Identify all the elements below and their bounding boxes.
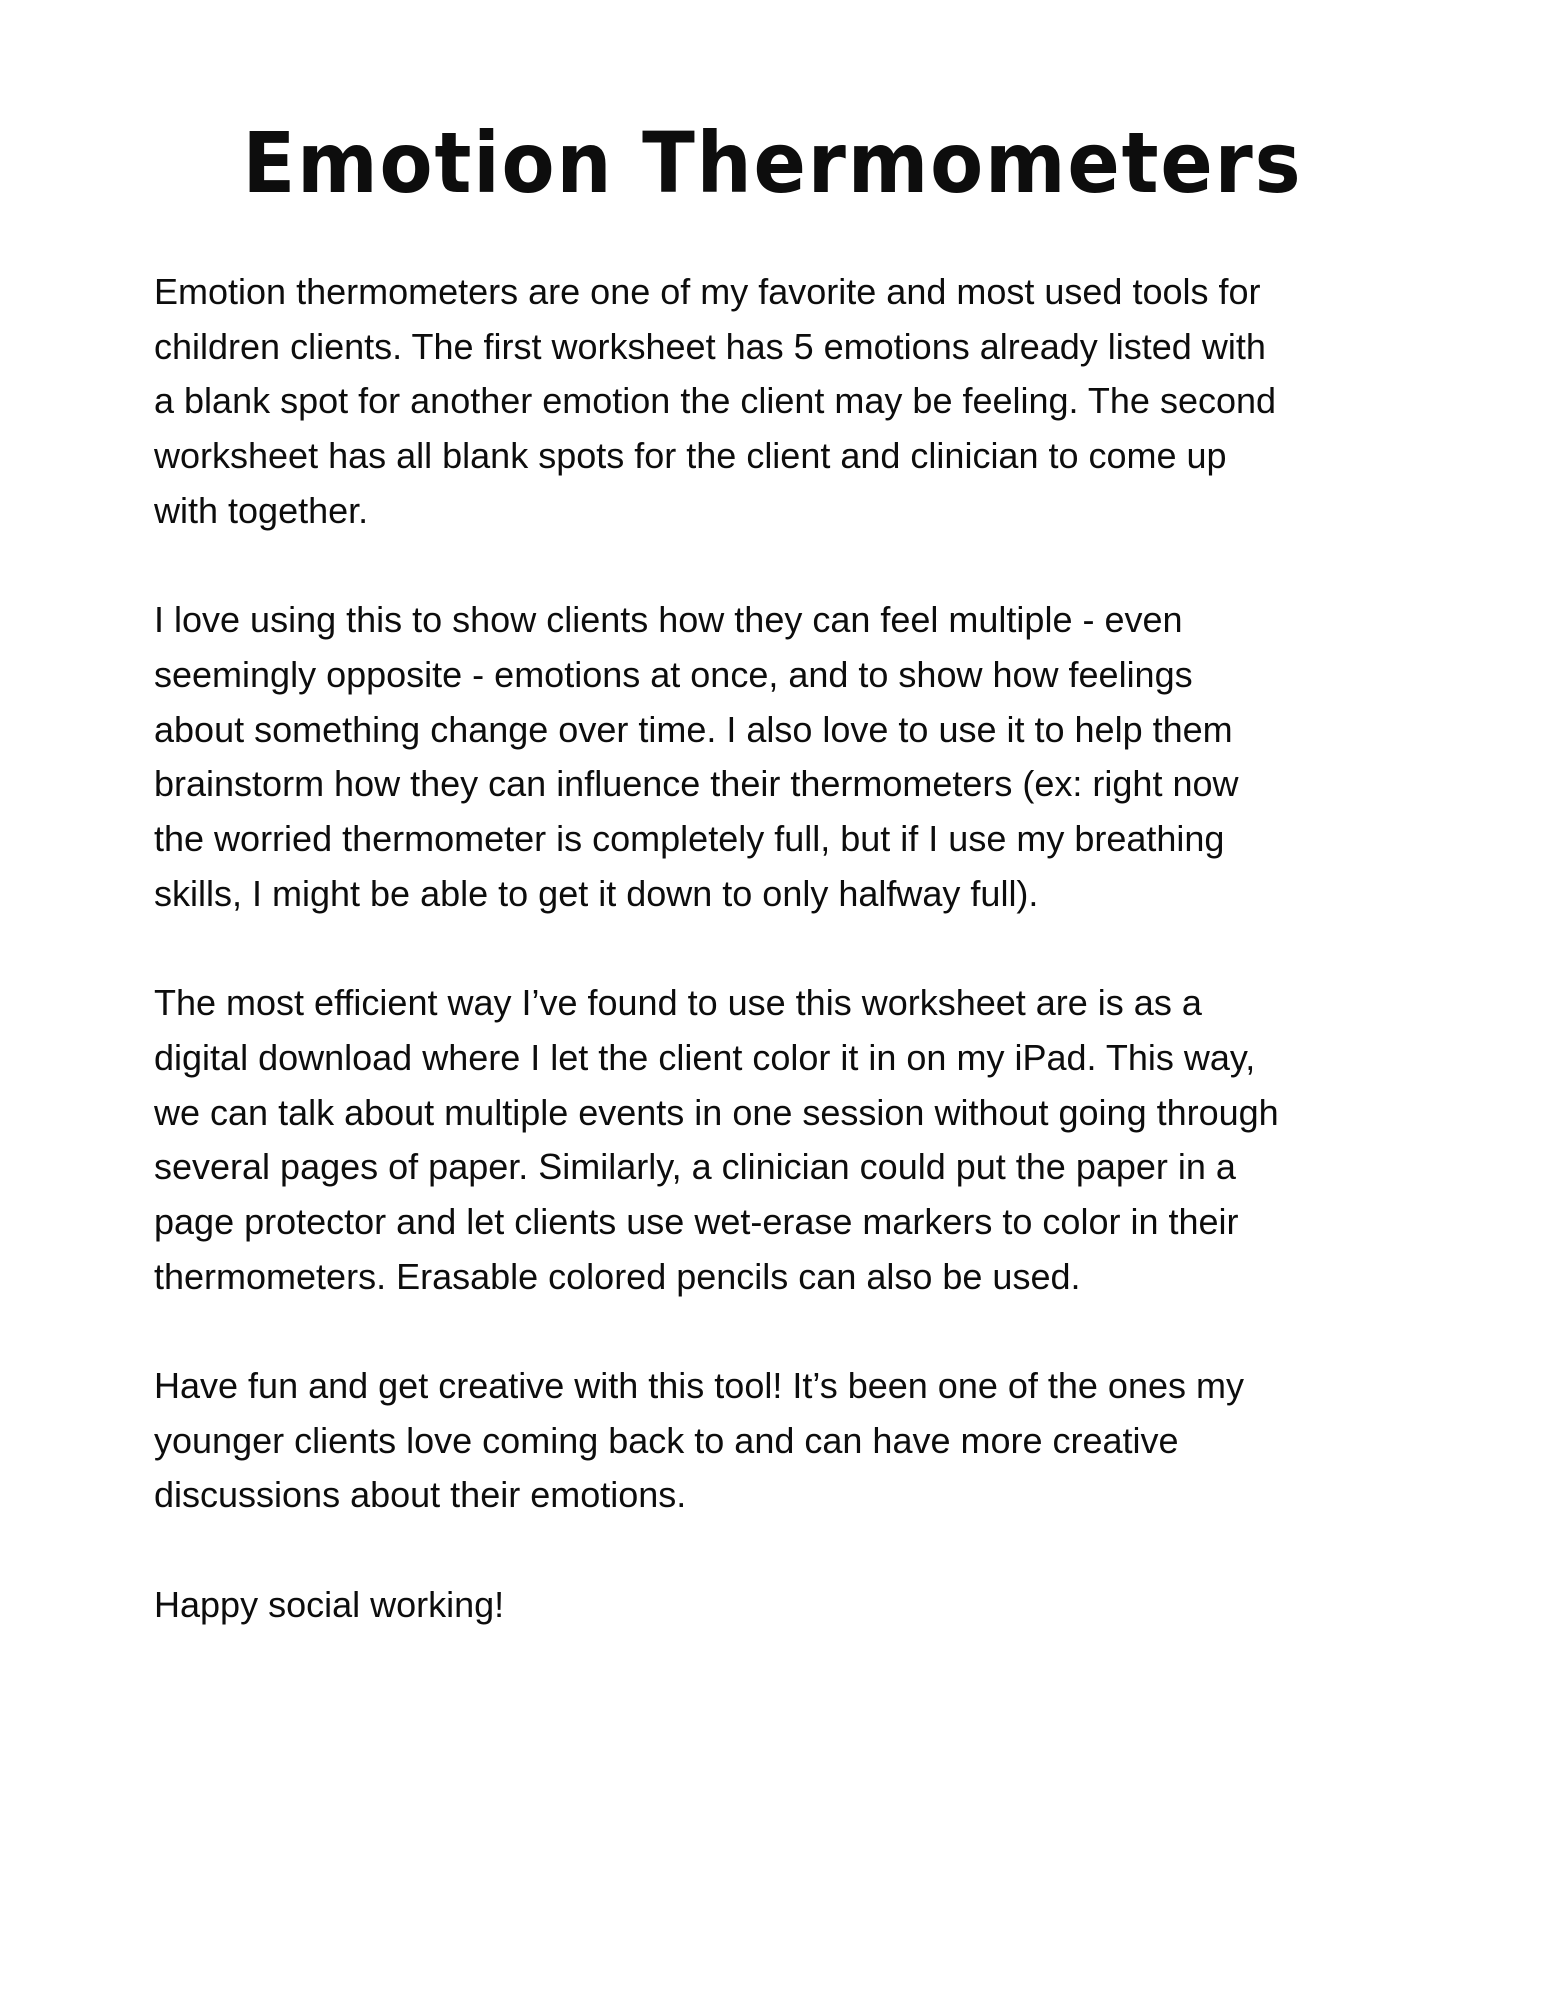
paragraph-signoff: Happy social working!	[154, 1583, 505, 1625]
paragraph-usage: I love using this to show clients how they can feel multiple - even seemingly opposite - emotions at once, and to show how feelings about something change over time. I also love to use it to help them brainstorm how they can influence their thermometers (ex: right now the worried thermometer is completely full, but if I use my breathing skills, I might be able to get it down to only halfway full).	[154, 599, 1239, 914]
paragraph-efficiency: The most efficient way I’ve found to use this worksheet are is as a digital download where I let the client color it in on my iPad. This way, we can talk about multiple events in one session without going through several pages of paper. Similarly, a clinician could put the paper in a page protector and let clients use wet-erase markers to color in their thermometers. Erasable colored pencils can also be used.	[154, 982, 1279, 1297]
paragraph-intro: Emotion thermometers are one of my favorite and most used tools for children clients. The first worksheet has 5 emotions already listed with a blank spot for another emotion the client may be feeling. The second worksheet has all blank spots for the client and clinician to come up with together.	[154, 271, 1277, 531]
page-title: Emotion Thermometers	[242, 114, 1303, 212]
document-body	[154, 265, 1394, 1687]
paragraph-encouragement: Have fun and get creative with this tool! It’s been one of the ones my younger clients love coming back to and can have more creative discussions about their emotions.	[154, 1365, 1244, 1516]
